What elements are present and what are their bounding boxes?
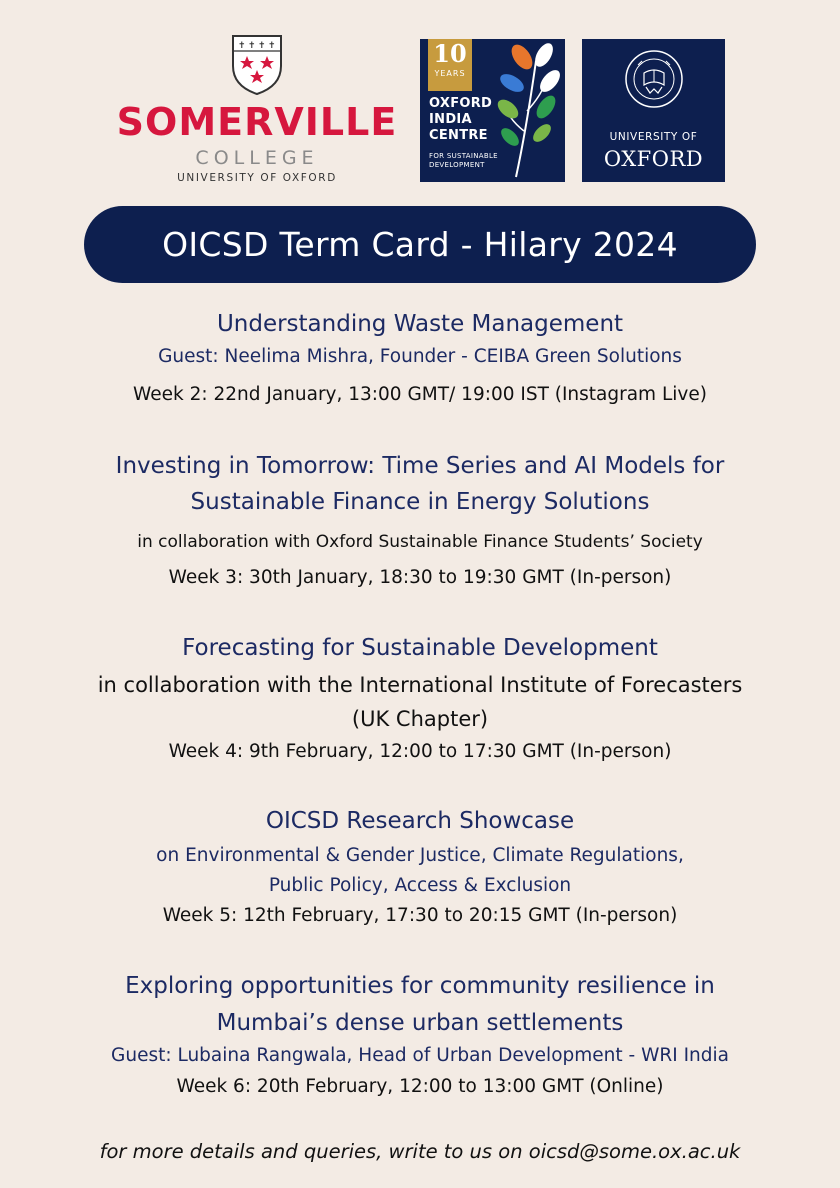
event-date: Week 4: 9th February, 12:00 to 17:30 GMT (In-person) bbox=[168, 741, 672, 762]
event-guest: Guest: Lubaina Rangwala, Head of Urban Development - WRI India bbox=[111, 1045, 729, 1066]
svg-text:✝: ✝ bbox=[258, 41, 266, 51]
oxford-seal-icon bbox=[624, 47, 684, 111]
oicsd-subtitle-line: DEVELOPMENT bbox=[429, 161, 485, 169]
event-title: Exploring opportunities for community resilience in bbox=[125, 973, 715, 999]
event-date: Week 6: 20th February, 12:00 to 13:00 GMT (Online) bbox=[176, 1076, 664, 1097]
oicsd-logo bbox=[420, 39, 565, 182]
event-title: Understanding Waste Management bbox=[216, 311, 624, 337]
college-crest-icon bbox=[231, 34, 283, 96]
oxford-wordmark: OXFORD bbox=[603, 147, 704, 171]
event-date: Week 3: 30th January, 18:30 to 19:30 GMT (In-person) bbox=[168, 567, 672, 588]
event-topics: Public Policy, Access & Exclusion bbox=[268, 875, 572, 896]
event-title: Sustainable Finance in Energy Solutions bbox=[190, 489, 650, 515]
event-title: Forecasting for Sustainable Development bbox=[182, 635, 658, 661]
term-card-title: OICSD Term Card - Hilary 2024 bbox=[84, 206, 756, 283]
oicsd-name bbox=[429, 96, 492, 144]
oicsd-name-line: CENTRE bbox=[429, 128, 488, 143]
event-title: Mumbai’s dense urban settlements bbox=[216, 1010, 624, 1036]
oxford-university-label: UNIVERSITY OF bbox=[609, 131, 698, 143]
somerville-college-logo bbox=[112, 34, 402, 186]
leaves-icon bbox=[496, 41, 562, 179]
oicsd-name-line: INDIA bbox=[429, 112, 472, 127]
event-collaboration: in collaboration with Oxford Sustainable Finance Students’ Society bbox=[137, 532, 703, 552]
university-of-oxford-logo bbox=[582, 39, 725, 182]
oicsd-subtitle-line: FOR SUSTAINABLE bbox=[429, 152, 498, 160]
ten-years-label: YEARS bbox=[434, 69, 466, 78]
event-collaboration: (UK Chapter) bbox=[351, 707, 489, 731]
svg-text:✝: ✝ bbox=[268, 41, 276, 51]
event-guest: Guest: Neelima Mishra, Founder - CEIBA Green Solutions bbox=[158, 346, 682, 367]
event-title: Investing in Tomorrow: Time Series and AI Models for bbox=[115, 453, 725, 479]
ten-years-badge bbox=[428, 39, 472, 91]
svg-text:✝: ✝ bbox=[248, 41, 256, 51]
ten-years-number: 10 bbox=[433, 39, 467, 68]
college-wordmark: COLLEGE bbox=[195, 147, 319, 169]
event-date: Week 2: 22nd January, 13:00 GMT/ 19:00 IST (Instagram Live) bbox=[133, 384, 707, 405]
event-topics: on Environmental & Gender Justice, Climate Regulations, bbox=[156, 845, 684, 866]
contact-footer: for more details and queries, write to us on oicsd@some.ox.ac.uk bbox=[99, 1140, 741, 1163]
university-tagline: UNIVERSITY OF OXFORD bbox=[177, 172, 337, 184]
oicsd-subtitle bbox=[429, 152, 498, 170]
oicsd-name-line: OXFORD bbox=[429, 96, 493, 111]
event-date: Week 5: 12th February, 17:30 to 20:15 GMT (In-person) bbox=[162, 905, 678, 926]
somerville-wordmark: SOMERVILLE bbox=[116, 100, 398, 144]
event-collaboration: in collaboration with the International Institute of Forecasters bbox=[97, 673, 743, 697]
event-title: OICSD Research Showcase bbox=[265, 808, 575, 834]
svg-text:✝: ✝ bbox=[238, 41, 246, 51]
